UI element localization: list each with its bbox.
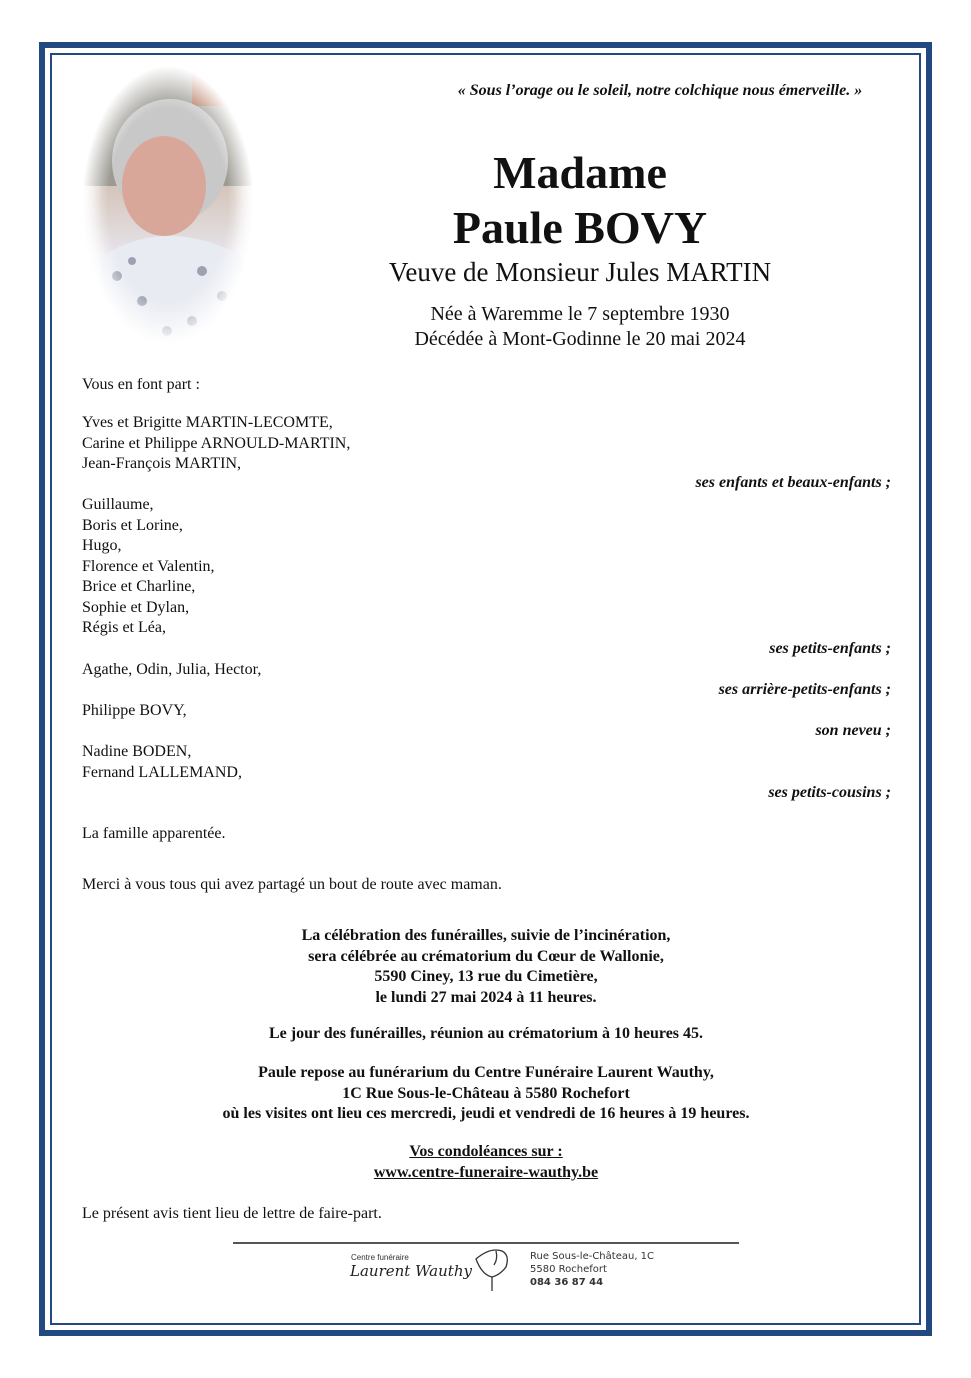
address-line-1: Rue Sous-le-Château, 1C [530,1251,655,1262]
intro-text: Vous en font part : [82,376,200,393]
member: Boris et Lorine, [82,516,183,534]
rest-line: où les visites ont lieu ces mercredi, jeudi et vendredi de 16 heures à 19 heures. [222,1105,750,1122]
member: Hugo, [82,537,122,554]
birth-line: Née à Waremme le 7 septembre 1930 [430,303,730,325]
relation-label: ses arrière-petits-enfants ; [718,681,891,698]
title-honorific: Madame [493,147,667,198]
photo-vignette [82,66,254,344]
member: Agathe, Odin, Julia, Hector, [82,661,262,678]
family-group-children [82,413,350,475]
relation-label: son neveu ; [815,722,891,739]
member: Brice et Charline, [82,578,196,595]
condolences-label: Vos condoléances sur : [409,1143,563,1160]
phone-number: 084 36 87 44 [530,1277,604,1288]
family-group-grandchildren [82,495,215,639]
ceremony-line: La célébration des funérailles, suivie de l’incinération, [301,927,671,944]
relation-label: ses petits-enfants ; [769,640,891,657]
member: Jean-François MARTIN, [82,455,242,472]
family-group-great-grandchildren [82,660,261,681]
deceased-name: Paule BOVY [452,202,708,253]
family-group-nephew [82,701,187,722]
rest-details [120,1063,852,1125]
portrait-photo [82,66,254,344]
member: Philippe BOVY, [82,702,187,719]
ceremony-details [120,926,852,1008]
family-group-cousins [82,742,242,783]
calla-lily-logo-icon [472,1245,512,1293]
ceremony-line: le lundi 27 mai 2024 à 11 heures. [375,988,597,1006]
member: Florence et Valentin, [82,557,215,575]
footer-divider [233,1242,739,1244]
member: Carine et Philippe ARNOULD-MARTIN, [82,434,351,452]
address-line-2: 5580 Rochefort [530,1264,607,1275]
condolences-link[interactable]: www.centre-funeraire-wauthy.be [373,1163,599,1181]
logo-subtitle: Centre funéraire [351,1253,409,1262]
member: Fernand LALLEMAND, [82,763,242,781]
extended-family: La famille apparentée. [82,825,226,842]
notice-text: Le présent avis tient lieu de lettre de faire-part. [82,1205,382,1222]
death-line: Décédée à Mont-Godinne le 20 mai 2024 [414,328,746,350]
condolences [120,1142,852,1183]
member: Nadine BODEN, [82,743,192,760]
relation-label: ses petits-cousins ; [768,784,891,801]
relation-label: ses enfants et beaux-enfants ; [695,474,891,491]
member: Sophie et Dylan, [82,598,190,616]
epigraph-quote: « Sous l’orage ou le soleil, notre colchique nous émerveille. » [457,82,863,99]
widow-of: Veuve de Monsieur Jules MARTIN [388,257,772,287]
member: Régis et Léa, [82,619,166,636]
rest-line: Paule repose au funérarium du Centre Funéraire Laurent Wauthy, [258,1064,714,1081]
member: Yves et Brigitte MARTIN-LECOMTE, [82,414,333,431]
member: Guillaume, [82,496,154,513]
meeting-details: Le jour des funérailles, réunion au crématorium à 10 heures 45. [268,1025,704,1042]
thanks-text: Merci à vous tous qui avez partagé un bout de route avec maman. [82,876,502,893]
ceremony-line: sera célébrée au crématorium du Cœur de Wallonie, [308,947,664,965]
rest-line: 1C Rue Sous-le-Château à 5580 Rochefort [342,1084,630,1102]
life-dates [300,302,860,352]
ceremony-line: 5590 Ciney, 13 rue du Cimetière, [374,968,598,985]
logo-name: Laurent Wauthy [350,1262,472,1280]
funeral-home-contact [530,1250,654,1289]
